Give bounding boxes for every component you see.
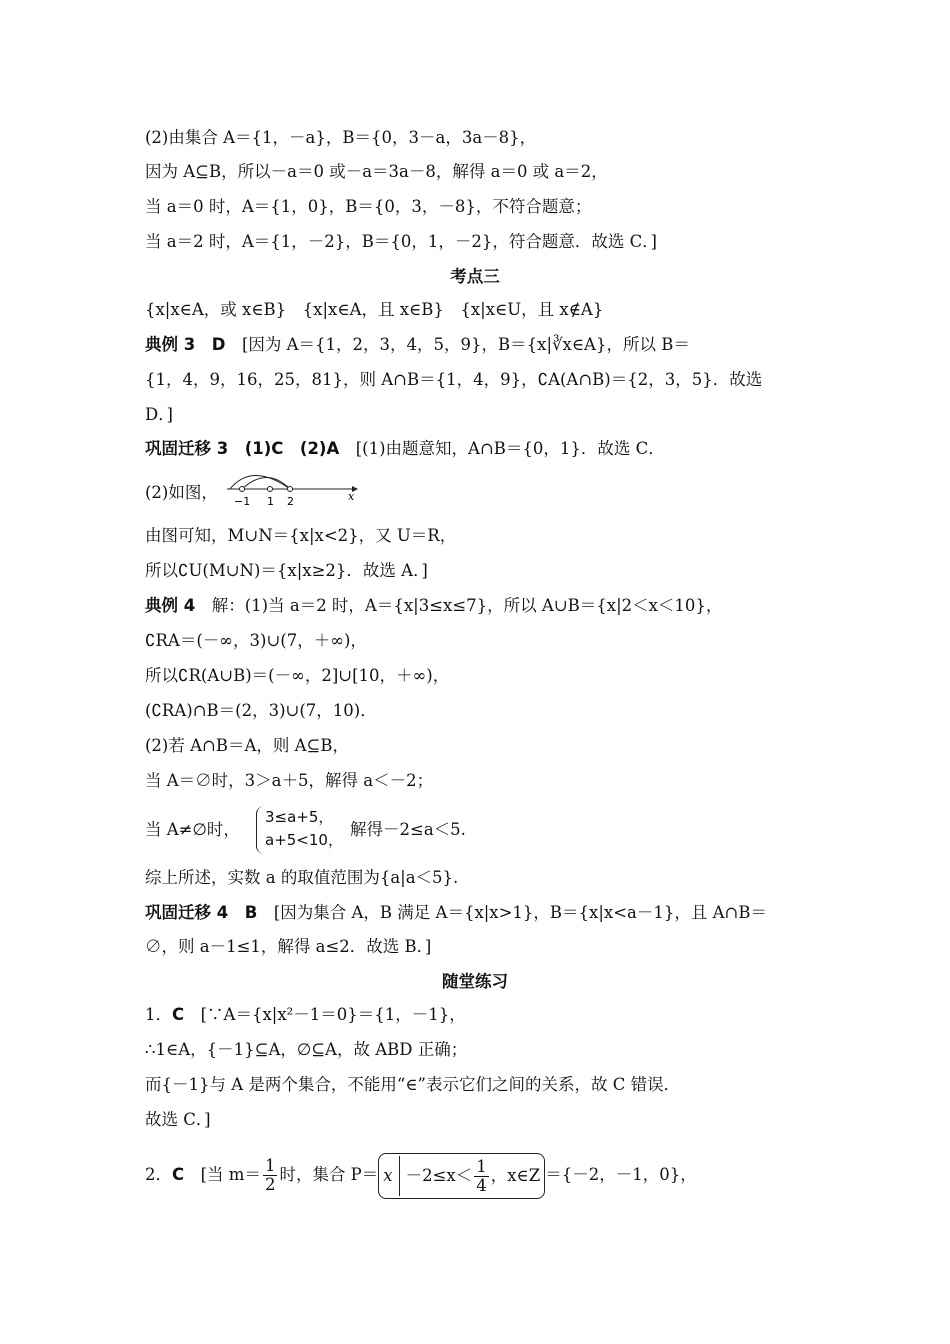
set-variable: x (383, 1165, 393, 1185)
text: 解：(1)当 a＝2 时，A＝{x|3≤x≤7}，所以 A∪B＝{x|2＜x＜10}， (211, 596, 723, 615)
text: ＝{－2，－1，0}， (545, 1165, 697, 1184)
text-line: (2)若 A∩B＝A，则 A⊆B， (145, 736, 350, 755)
number-line-figure (222, 470, 362, 510)
fraction (263, 1157, 278, 1194)
point-1 (268, 487, 273, 492)
text-line: {x|x∈A，或 x∈B} {x|x∈A，且 x∈B} {x|x∈U，且 x∉A} (145, 300, 604, 319)
example-label: 典例 4 (145, 596, 212, 615)
text-line: 解得－2≤a＜5. (350, 820, 466, 839)
section-heading: 随堂练习 (442, 972, 508, 991)
text-line: 所以∁U(M∪N)＝{x|x≥2}．故选 A．] (145, 561, 428, 580)
text-line: 综上所述，实数 a 的取值范围为{a|a＜5}. (145, 868, 459, 887)
text-line: 当 A≠∅时， (145, 820, 240, 839)
denominator: 2 (264, 1175, 276, 1194)
set-bar (399, 1156, 400, 1196)
text: [因为集合 A，B 满足 A＝{x|x>1}，B＝{x|x<a－1}，且 A∩B＝ (257, 903, 767, 922)
text-line: 当 A＝∅时，3＞a＋5，解得 a＜－2； (145, 771, 434, 790)
text: [(1)由题意知，A∩B＝{0，1}．故选 C． (339, 439, 665, 458)
text-line: 当 a＝2 时，A＝{1，－2}，B＝{0，1，－2}，符合题意．故选 C．] (145, 232, 657, 251)
exercise-2-line (145, 1150, 810, 1200)
text: [因为 A＝{1，2，3，4，5，9}，B＝{x|∛x∈A}，所以 B＝ (225, 335, 690, 354)
tick-label: 1 (267, 495, 274, 508)
inequality: 3≤a+5， (265, 808, 334, 826)
practice-label: 巩固迁移 4 (145, 903, 245, 922)
fraction (474, 1158, 489, 1195)
text-line: (2)如图， (145, 483, 218, 502)
text-line: 因为 A⊆B，所以－a＝0 或－a＝3a－8，解得 a＝0 或 a＝2， (145, 162, 608, 181)
numerator: 1 (476, 1156, 487, 1176)
tick-label: −1 (234, 495, 251, 508)
example-4-line (145, 594, 810, 618)
text: 时，集合 P＝ (279, 1165, 379, 1184)
set-condition: －2≤x＜ (405, 1165, 473, 1185)
text-line: {1，4，9，16，25，81}，则 A∩B＝{1，4，9}，∁A(A∩B)＝{2，3，5}．故选 (145, 370, 763, 389)
section-heading: 考点三 (450, 267, 500, 286)
text-line: D．] (145, 405, 173, 424)
point-neg1 (240, 487, 245, 492)
example-label: 典例 3 (145, 335, 212, 354)
text-line: 故选 C．] (145, 1110, 211, 1129)
point-2 (288, 487, 293, 492)
inequality-system (256, 806, 343, 854)
practice-label: 巩固迁移 3 (145, 439, 245, 458)
exercise-number: 1． (145, 1005, 172, 1024)
text-line: 由图可知，M∪N＝{x|x<2}，又 U＝R， (145, 526, 457, 545)
example-3-line (145, 333, 810, 357)
text-line: 而{－1}与 A 是两个集合，不能用“∈”表示它们之间的关系，故 C 错误． (145, 1075, 681, 1094)
text-line: 所以∁R(A∪B)＝(－∞，2]∪[10，＋∞)， (145, 666, 450, 685)
answer: C (172, 1005, 185, 1024)
answer: (1)C (244, 439, 284, 458)
exercise-1-line (145, 1003, 810, 1027)
set-condition: ，x∈Z (490, 1165, 541, 1185)
practice-3-line (145, 437, 810, 461)
text-line: (∁RA)∩B＝(2，3)∪(7，10)． (145, 701, 377, 720)
text-line: ∅，则 a－1≤1，解得 a≤2．故选 B．] (145, 937, 432, 956)
inequality: a+5<10， (265, 831, 343, 849)
practice-4-line (145, 901, 810, 925)
text-line: ∴1∈A，{－1}⊆A，∅⊆A，故 ABD 正确； (145, 1040, 468, 1059)
denominator: 4 (476, 1175, 487, 1195)
tick-label: x (348, 490, 355, 503)
text-line: 当 a＝0 时，A＝{1，0}，B＝{0，3，－8}，不符合题意； (145, 197, 592, 216)
answer: D (211, 335, 226, 354)
arc-n (242, 478, 290, 490)
text: [∵A＝{x|x²－1＝0}＝{1，－1}， (184, 1005, 466, 1024)
answer: (2)A (283, 439, 340, 458)
tick-label: 2 (287, 495, 294, 508)
exercise-number: 2． (145, 1165, 172, 1184)
answer: C (172, 1165, 185, 1184)
answer: B (244, 903, 258, 922)
set-builder (378, 1153, 545, 1199)
text-line: ∁RA＝(－∞，3)∪(7，＋∞)， (145, 631, 367, 650)
text: [当 m＝ (184, 1165, 261, 1184)
text-line: (2)由集合 A＝{1，－a}，B＝{0，3－a，3a－8}， (145, 128, 537, 147)
numerator: 1 (264, 1156, 276, 1175)
